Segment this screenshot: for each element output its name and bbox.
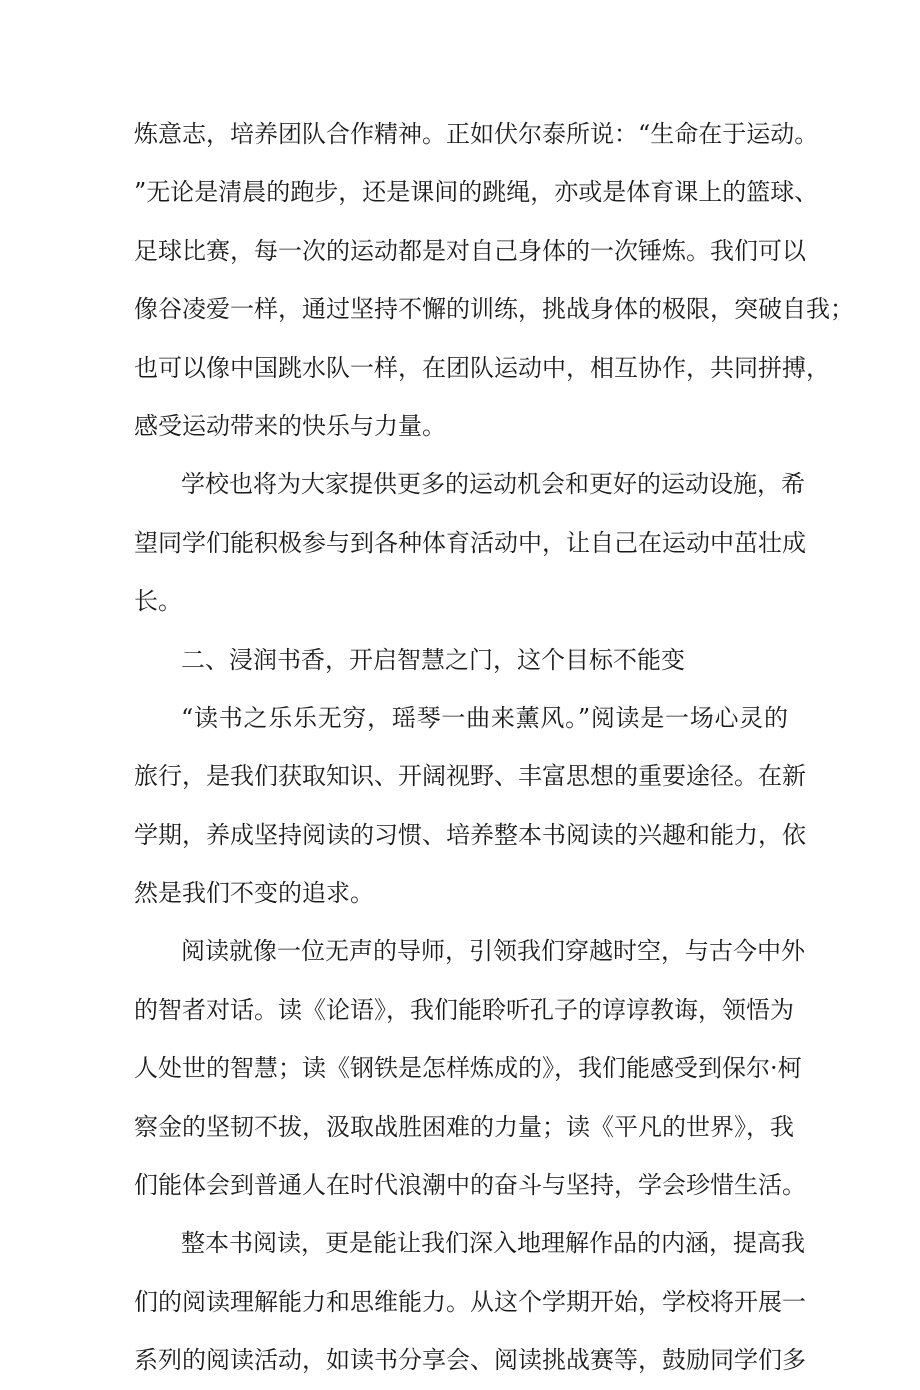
text-line: ”无论是清晨的跑步，还是课间的跳绳，亦或是体育课上的篮球、 — [134, 178, 819, 207]
text-line: 系列的阅读活动，如读书分享会、阅读挑战赛等，鼓励同学们多 — [134, 1346, 806, 1375]
text-line: 长。 — [134, 587, 182, 616]
text-line: 也可以像中国跳水队一样，在团队运动中，相互协作，共同拼搏， — [134, 353, 830, 382]
text-line: 们的阅读理解能力和思维能力。从这个学期开始，学校将开展一 — [134, 1287, 806, 1316]
text-line: 然是我们不变的追求。 — [134, 879, 374, 908]
text-line: 望同学们能积极参与到各种体育活动中，让自己在运动中茁壮成 — [134, 528, 806, 557]
text-line: 学期，养成坚持阅读的习惯、培养整本书阅读的兴趣和能力，依 — [134, 820, 806, 849]
text-line: 炼意志，培养团队合作精神。正如伏尔泰所说：“生命在于运动。 — [134, 120, 819, 148]
text-line: 感受运动带来的快乐与力量。 — [134, 411, 446, 440]
text-line: 旅行，是我们获取知识、开阔视野、丰富思想的重要途径。在新 — [134, 762, 806, 791]
paragraph-first-line: 学校也将为大家提供更多的运动机会和更好的运动设施，希 — [181, 470, 805, 499]
paragraph-first-line: “读书之乐乐无穷，瑶琴一曲来薰风。”阅读是一场心灵的 — [181, 703, 788, 732]
text-line: 们能体会到普通人在时代浪潮中的奋斗与坚持，学会珍惜生活。 — [134, 1171, 806, 1200]
paragraph-first-line: 阅读就像一位无声的导师，引领我们穿越时空，与古今中外 — [181, 937, 805, 966]
text-line: 足球比赛，每一次的运动都是对自己身体的一次锤炼。我们可以 — [134, 236, 806, 265]
document-body — [134, 105, 854, 1390]
section-heading: 二、浸润书香，开启智慧之门，这个目标不能变 — [181, 645, 685, 674]
text-line: 的智者对话。读《论语》，我们能聆听孔子的谆谆教诲，领悟为 — [134, 995, 794, 1024]
text-line: 人处世的智慧；读《钢铁是怎样炼成的》，我们能感受到保尔·柯 — [134, 1054, 802, 1083]
paragraph-first-line: 整本书阅读，更是能让我们深入地理解作品的内涵，提高我 — [181, 1229, 805, 1258]
text-line: 察金的坚韧不拔，汲取战胜困难的力量；读《平凡的世界》，我 — [134, 1112, 794, 1141]
text-line: 像谷凌爱一样，通过坚持不懈的训练，挑战身体的极限，突破自我； — [134, 295, 854, 324]
